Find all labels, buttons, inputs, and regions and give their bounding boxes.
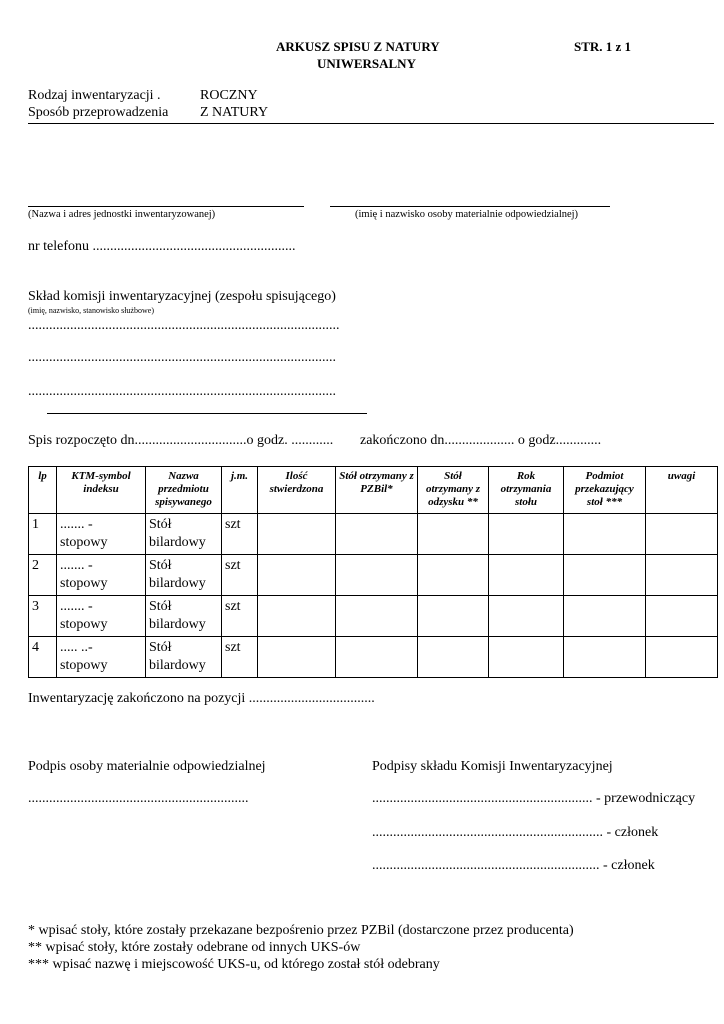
col-header-notes: uwagi [646, 467, 718, 514]
col-header-year: Rok otrzymania stołu [489, 467, 564, 514]
cell-from-pzbil[interactable] [336, 596, 418, 637]
committee-subtitle: (imię, nazwisko, stanowisko służbowe) [28, 306, 154, 315]
table-header-row [29, 467, 718, 514]
person-signature-line [330, 206, 610, 207]
cell-from-pzbil[interactable] [336, 555, 418, 596]
inventory-type-value: ROCZNY [200, 88, 258, 103]
cell-notes[interactable] [646, 555, 718, 596]
col-header-ktm: KTM-symbol indeksu [57, 467, 146, 514]
cell-quantity[interactable] [258, 637, 336, 678]
cell-supplier[interactable] [564, 555, 646, 596]
cell-unit: szt [222, 555, 258, 596]
table-row [29, 596, 718, 637]
cell-lp: 1 [29, 514, 57, 555]
committee-title: Skład komisji inwentaryzacyjnej (zespołu spisującego) [28, 289, 336, 304]
cell-notes[interactable] [646, 514, 718, 555]
cell-name: Stół bilardowy [146, 514, 222, 555]
cell-supplier[interactable] [564, 596, 646, 637]
cell-from-pzbil[interactable] [336, 637, 418, 678]
cell-quantity[interactable] [258, 555, 336, 596]
completed-at-position: Inwentaryzację zakończono na pozycji .................................... [28, 691, 375, 706]
inventory-table [28, 466, 718, 678]
table-row [29, 637, 718, 678]
committee-signatures-title: Podpisy składu Komisji Inwentaryzacyjnej [372, 759, 613, 774]
cell-quantity[interactable] [258, 596, 336, 637]
cell-name: Stół bilardowy [146, 596, 222, 637]
method-label: Sposób przeprowadzenia [28, 105, 169, 120]
responsible-signature-line: ............................................................... [28, 791, 249, 806]
spis-ended: zakończono dn.................... o godz............. [360, 433, 602, 448]
member1-signature-line: .................................................................. - członek [372, 825, 659, 840]
committee-line-2: ........................................................................................ [28, 350, 336, 365]
page-number: STR. 1 z 1 [574, 39, 632, 54]
cell-from-pzbil[interactable] [336, 514, 418, 555]
chair-signature-line: ............................................................... - przewodniczący [372, 791, 696, 806]
cell-ktm: ....... - stopowy [57, 514, 146, 555]
cell-unit: szt [222, 637, 258, 678]
cell-supplier[interactable] [564, 514, 646, 555]
committee-line-3: ........................................................................................ [28, 384, 336, 399]
cell-lp: 2 [29, 555, 57, 596]
cell-unit: szt [222, 514, 258, 555]
col-header-from-pzbil: Stół otrzymany z PZBil* [336, 467, 418, 514]
cell-year[interactable] [489, 555, 564, 596]
unit-signature-line [28, 206, 304, 207]
cell-notes[interactable] [646, 637, 718, 678]
cell-recovered[interactable] [418, 514, 489, 555]
cell-year[interactable] [489, 596, 564, 637]
document-subtitle: UNIWERSALNY [317, 56, 416, 71]
person-caption: (imię i nazwisko osoby materialnie odpowiedzialnej) [355, 209, 579, 220]
cell-ktm: ....... - stopowy [57, 555, 146, 596]
col-header-unit: j.m. [222, 467, 258, 514]
cell-year[interactable] [489, 637, 564, 678]
col-header-supplier: Podmiot przekazujący stoł *** [564, 467, 646, 514]
cell-recovered[interactable] [418, 596, 489, 637]
committee-line-1: ......................................................................................... [28, 318, 340, 333]
cell-year[interactable] [489, 514, 564, 555]
phone-field: nr telefonu .......................................................... [28, 239, 296, 254]
cell-name: Stół bilardowy [146, 637, 222, 678]
col-header-lp: lp [29, 467, 57, 514]
table-row [29, 514, 718, 555]
cell-ktm: ..... ..- stopowy [57, 637, 146, 678]
col-header-quantity: Ilość stwierdzona [258, 467, 336, 514]
cell-supplier[interactable] [564, 637, 646, 678]
cell-recovered[interactable] [418, 555, 489, 596]
cell-name: Stół bilardowy [146, 555, 222, 596]
footnote-2: ** wpisać stoły, które zostały odebrane od innych UKS-ów [28, 940, 361, 955]
spis-started: Spis rozpoczęto dn................................o godz. ............ [28, 433, 334, 448]
member2-signature-line: ................................................................. - członek [372, 858, 655, 873]
cell-lp: 4 [29, 637, 57, 678]
cell-unit: szt [222, 596, 258, 637]
document-title: ARKUSZ SPISU Z NATURY [276, 39, 440, 54]
cell-notes[interactable] [646, 596, 718, 637]
responsible-signature-title: Podpis osoby materialnie odpowiedzialnej [28, 759, 266, 774]
method-value: Z NATURY [200, 105, 269, 120]
inventory-type-label: Rodzaj inwentaryzacji . [28, 88, 161, 103]
unit-caption: (Nazwa i adres jednostki inwentaryzowanej) [28, 209, 216, 220]
cell-recovered[interactable] [418, 637, 489, 678]
cell-lp: 3 [29, 596, 57, 637]
cell-quantity[interactable] [258, 514, 336, 555]
table-row [29, 555, 718, 596]
footnote-3: *** wpisać nazwę i miejscowość UKS-u, od którego został stół odebrany [28, 957, 440, 972]
committee-underline [47, 413, 367, 414]
col-header-name: Nazwa przedmiotu spisywanego [146, 467, 222, 514]
cell-ktm: ....... - stopowy [57, 596, 146, 637]
col-header-recovered: Stół otrzymany z odzysku ** [418, 467, 489, 514]
footnote-1: * wpisać stoły, które zostały przekazane bezpośrenio przez PZBil (dostarczone przez producenta) [28, 923, 574, 938]
header-divider [28, 123, 714, 124]
